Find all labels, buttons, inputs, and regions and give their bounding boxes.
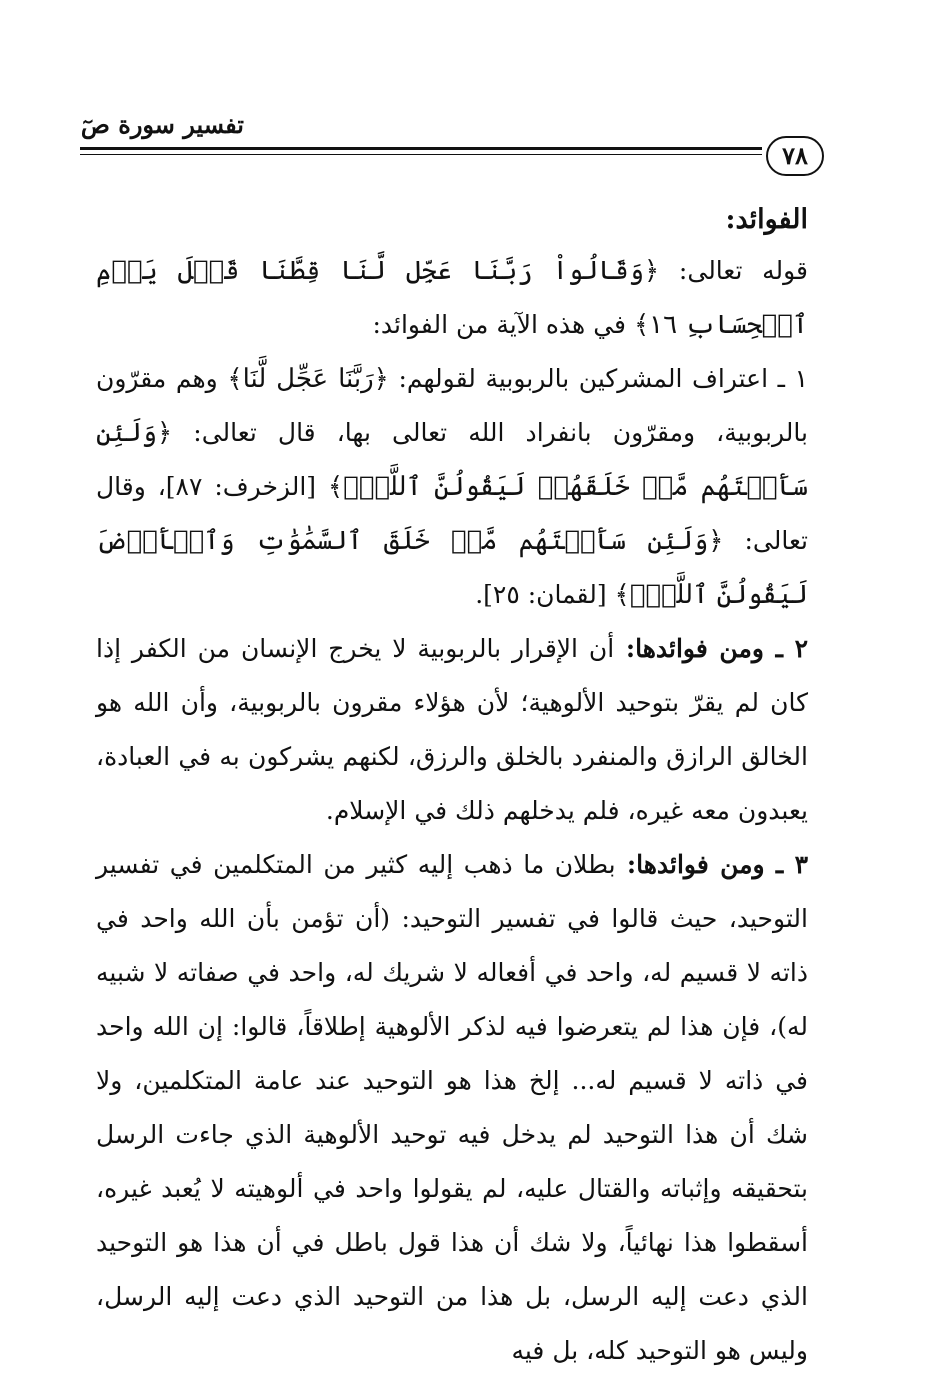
intro-paragraph (96, 244, 808, 352)
paragraph-text: [الزخرف: ٨٧]، وقال تعالى: (96, 472, 808, 555)
paragraph-text: أن الإقرار بالربوبية لا يخرج الإنسان من الكفر إذا كان لم يقرّ بتوحيد الألوهية؛ لأن هؤلاء مقرون بالربوبية، وأن الله هو الخالق الرازق والمنفرد بالخلق والرزق، لكنهم يشركون به في العبادة، يعبدون معه غيره، فلم يدخلهم ذلك في الإسلام. (96, 634, 808, 825)
quran-verse: ﴿وَلَئِن سَأَلۡتَهُم مَّنۡ خَلَقَهُمۡ لَيَقُولُنَّ ٱللَّهُۖ﴾ (96, 418, 808, 502)
quran-verse: ﴿وَقَالُواْ رَبَّنَا عَجِّل لَّنَا قِطَّنَا قَبۡلَ يَوۡمِ ٱلۡحِسَابِ ١٦﴾ (96, 256, 808, 340)
section-heading: الفوائد: (725, 204, 808, 235)
header-rule-thick (80, 147, 762, 150)
paragraph-text: وهم مقرّون بالربوبية، ومقرّون بانفراد الله تعالى بها، قال تعالى: (96, 364, 808, 447)
running-title: تفسير سورة صٓ (80, 110, 244, 139)
paragraph-text: [لقمان: ٢٥]. (475, 580, 615, 609)
paragraph-text: قوله تعالى: (659, 256, 809, 285)
paragraph-text: في هذه الآية من الفوائد: (372, 310, 634, 339)
paragraph-text: ١ ـ اعتراف المشركين بالربوبية لقولهم: (388, 364, 808, 393)
page-body (96, 200, 808, 1378)
quran-verse: ﴿رَبَّنَا عَجِّل لَّنَا﴾ (227, 364, 389, 394)
benefit-3-paragraph (96, 838, 808, 1378)
header-rule-thin (80, 154, 762, 155)
benefit-1-paragraph (96, 352, 808, 622)
paragraph-text: بطلان ما ذهب إليه كثير من المتكلمين في تفسير التوحيد، حيث قالوا في تفسير التوحيد: (أن تؤمن بأن الله واحد في ذاته لا قسيم له، واحد في أفعاله لا شريك له، واحد في صفاته لا شبيه له)، فإن هذا لم يتعرضوا فيه لذكر الألوهية إطلاقاً، قالوا: إن الله واحد في ذاته لا قسيم له... إلخ هذا هو التوحيد عند عامة المتكلمين، ولا شك أن هذا التوحيد لم يدخل فيه توحيد الألوهية الذي جاءت الرسل بتحقيقه وإثباته والقتال عليه، لم يقولوا واحد في ألوهيته لا يُعبد غيره، أسقطوا هذا نهائياً، ولا شك أن هذا قول باطل في أن هذا هو التوحيد الذي دعت إليه الرسل، بل هذا من التوحيد الذي دعت إليه الرسل، وليس هو التوحيد كله، بل فيه (96, 850, 808, 1365)
benefit-lead: ٣ ـ ومن فوائدها: (615, 850, 809, 879)
quran-verse: ﴿وَلَئِن سَأَلۡتَهُم مَّنۡ خَلَقَ ٱلسَّمَٰوَٰتِ وَٱلۡأَرۡضَ لَيَقُولُنَّ ٱللَّهُۚ﴾ (96, 526, 808, 610)
benefit-2-paragraph (96, 622, 808, 838)
page-number: ٧٨ (766, 136, 824, 176)
benefit-lead: ٢ ـ ومن فوائدها: (614, 634, 808, 663)
